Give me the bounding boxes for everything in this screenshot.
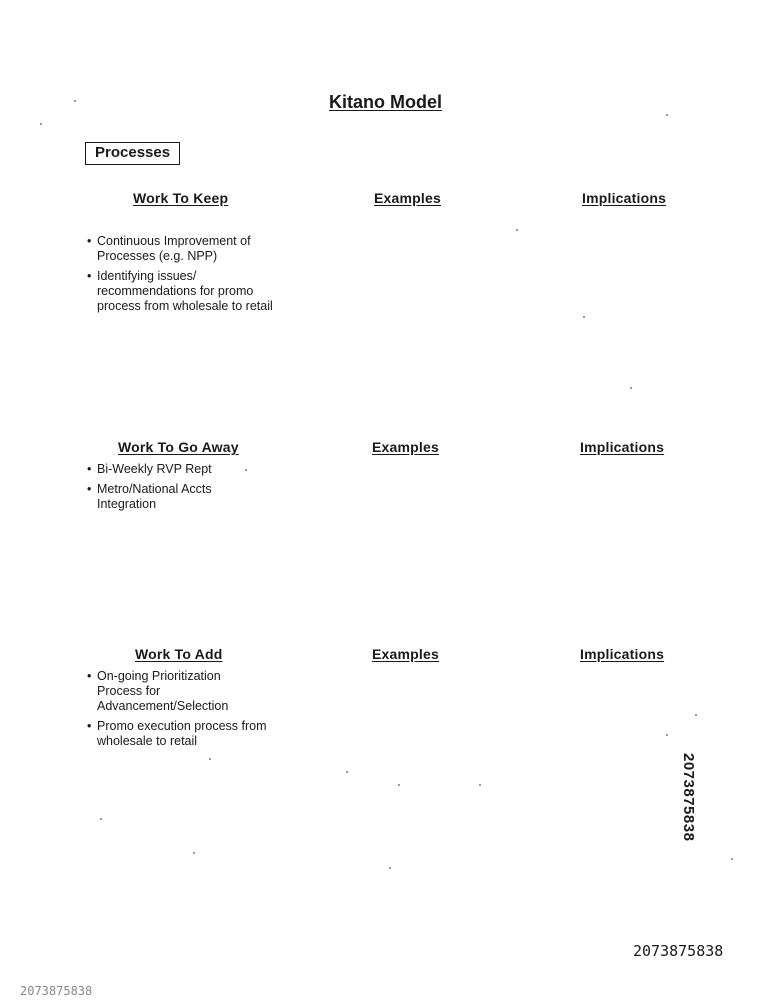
scan-speck [389,867,391,869]
section-label-processes: Processes [85,142,180,165]
scan-speck [209,758,211,760]
heading-work-to-add: Work To Add [135,646,223,662]
list-work-to-go-away [87,462,247,517]
heading-implications-add: Implications [580,646,665,662]
heading-examples-add: Examples [372,646,439,662]
scan-speck [245,469,247,471]
scan-speck [630,387,632,389]
vertical-document-number: 2073875838 [680,753,697,842]
footer-document-number: 2073875838 [20,984,93,998]
scan-speck [193,852,195,854]
scan-speck [40,123,42,125]
page-title: Kitano Model [329,92,442,112]
heading-work-to-go-away: Work To Go Away [118,439,239,455]
heading-implications-keep: Implications [582,190,667,206]
scan-speck [346,771,348,773]
list-item: • Metro/National Accts Integration [87,482,247,512]
heading-examples-go-away: Examples [372,439,439,455]
heading-examples-keep: Examples [374,190,441,206]
list-work-to-keep [87,234,292,319]
document-number: 2073875838 [633,942,724,960]
list-work-to-add [87,669,267,754]
list-item: • Continuous Improvement of Processes (e.g. NPP) [87,234,292,264]
list-item: • Bi-Weekly RVP Rept [87,462,247,477]
scan-speck [479,784,481,786]
heading-implications-go-away: Implications [580,439,665,455]
list-item: • Identifying issues/ recommendations for promo process from wholesale to retail [87,269,287,314]
scan-speck [583,316,585,318]
scan-speck [100,818,102,820]
list-item: • On-going Prioritization Process for Advancement/Selection [87,669,257,714]
scan-speck [731,858,733,860]
scan-speck [666,734,668,736]
scan-speck [398,784,400,786]
scan-speck [74,100,76,102]
list-item: • Promo execution process from wholesale to retail [87,719,267,749]
scan-speck [666,114,668,116]
scan-speck [516,229,518,231]
heading-work-to-keep: Work To Keep [133,190,229,206]
scan-speck [695,714,697,716]
